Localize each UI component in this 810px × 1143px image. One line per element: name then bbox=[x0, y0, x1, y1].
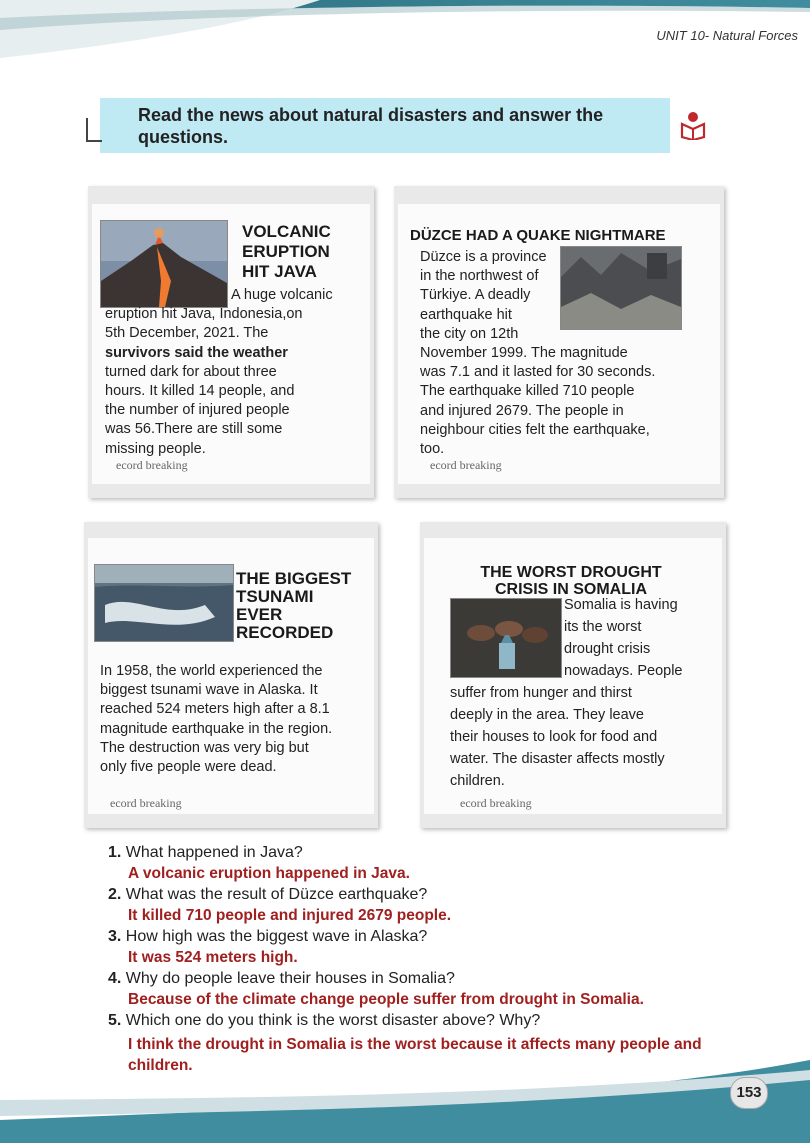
answer: Because of the climate change people suffer from drought in Somalia. bbox=[128, 991, 644, 1008]
instruction-banner bbox=[100, 98, 670, 153]
article-footer: ecord breaking bbox=[460, 796, 532, 810]
question: 4. Why do people leave their houses in Somalia? bbox=[108, 970, 455, 987]
headline-line: ERUPTION bbox=[242, 242, 330, 261]
text-line: magnitude earthquake in the region. bbox=[100, 720, 333, 737]
text-line: was 56.There are still some bbox=[105, 421, 283, 438]
article-tsunami bbox=[84, 522, 378, 828]
text-line: nowadays. People bbox=[564, 663, 683, 679]
text-line: their houses to look for food and bbox=[450, 729, 658, 745]
text-line: biggest tsunami wave in Alaska. It bbox=[100, 682, 318, 699]
headline-line: EVER bbox=[236, 605, 283, 624]
text-line: hours. It killed 14 people, and bbox=[105, 383, 295, 400]
article-text bbox=[105, 286, 365, 459]
text-line: The earthquake killed 710 people bbox=[420, 383, 635, 400]
headline-line: TSUNAMI bbox=[236, 587, 314, 606]
answer: It killed 710 people and injured 2679 people. bbox=[128, 907, 452, 924]
headline-line: RECORDED bbox=[236, 623, 334, 642]
headline-line: CRISIS IN SOMALIA bbox=[494, 581, 647, 598]
reading-icon bbox=[680, 110, 706, 140]
text-line: 5th December, 2021. The bbox=[105, 325, 269, 342]
article-text bbox=[100, 662, 376, 777]
answer: I think the drought in Somalia is the worst because it affects many people and children. bbox=[128, 1036, 702, 1074]
article-footer: ecord breaking bbox=[116, 458, 188, 472]
text-line: too. bbox=[420, 441, 445, 458]
text-line: deeply in the area. They leave bbox=[450, 707, 645, 723]
headline-line: VOLCANIC bbox=[242, 222, 331, 241]
text-line: earthquake hit bbox=[420, 306, 512, 323]
headline-tsunami bbox=[236, 570, 351, 642]
article-footer: ecord breaking bbox=[110, 796, 182, 810]
text-line: eruption hit Java, Indonesia,on bbox=[105, 306, 303, 323]
headline-somalia bbox=[440, 564, 702, 598]
page-number: 153 bbox=[730, 1077, 768, 1109]
text-line: survivors said the weather bbox=[105, 344, 288, 361]
article-text bbox=[420, 248, 720, 459]
text-line: the number of injured people bbox=[105, 402, 290, 419]
text-line: Türkiye. A deadly bbox=[420, 287, 531, 304]
text-line: and injured 2679. The people in bbox=[420, 402, 624, 419]
headline-line: THE WORST DROUGHT bbox=[480, 564, 662, 581]
unit-title: UNIT 10- Natural Forces bbox=[656, 28, 798, 43]
text-line: Somalia is having bbox=[564, 597, 678, 613]
question: 3. How high was the biggest wave in Alaska? bbox=[108, 928, 428, 945]
text-line: water. The disaster affects mostly bbox=[450, 751, 665, 767]
article-duzce bbox=[394, 186, 724, 498]
tsunami-photo bbox=[94, 564, 234, 642]
text-line: A huge volcanic bbox=[231, 287, 333, 303]
text-line: children. bbox=[450, 773, 505, 789]
article-somalia bbox=[420, 522, 726, 828]
answer: It was 524 meters high. bbox=[128, 949, 298, 966]
instruction-text: Read the news about natural disasters and answer the questions. bbox=[138, 105, 604, 147]
text-line: The destruction was very big but bbox=[100, 739, 309, 756]
text-line: In 1958, the world experienced the bbox=[100, 663, 323, 679]
question: 5. Which one do you think is the worst disaster above? Why? bbox=[108, 1012, 541, 1029]
questions-list bbox=[108, 842, 748, 1076]
text-line: suffer from hunger and thirst bbox=[450, 685, 632, 701]
text-line: in the northwest of bbox=[420, 268, 539, 285]
text-line: its the worst bbox=[564, 619, 642, 635]
footer-band bbox=[0, 1060, 810, 1143]
text-line: missing people. bbox=[105, 440, 206, 457]
headline-duzce bbox=[410, 226, 666, 246]
headline-line: DÜZCE HAD A QUAKE NIGHTMARE bbox=[410, 227, 666, 244]
text-line: was 7.1 and it lasted for 30 seconds. bbox=[420, 364, 656, 381]
article-text bbox=[450, 594, 726, 792]
article-volcano bbox=[88, 186, 374, 498]
headline-line: HIT JAVA bbox=[242, 262, 317, 281]
headline-volcano bbox=[242, 222, 331, 282]
bracket-mark bbox=[86, 118, 102, 142]
text-line: Düzce is a province bbox=[420, 249, 547, 265]
text-line: neighbour cities felt the earthquake, bbox=[420, 421, 650, 438]
text-line: turned dark for about three bbox=[105, 363, 277, 380]
text-line: reached 524 meters high after a 8.1 bbox=[100, 701, 330, 718]
text-line: November 1999. The magnitude bbox=[420, 345, 628, 362]
text-line: the city on 12th bbox=[420, 325, 519, 342]
text-line: only five people were dead. bbox=[100, 759, 277, 776]
question: 2. What was the result of Düzce earthquake? bbox=[108, 886, 428, 903]
text-line: drought crisis bbox=[564, 641, 651, 657]
headline-line: THE BIGGEST bbox=[236, 569, 352, 588]
answer: A volcanic eruption happened in Java. bbox=[128, 865, 410, 882]
question: 1. What happened in Java? bbox=[108, 844, 303, 861]
article-footer: ecord breaking bbox=[430, 458, 502, 472]
